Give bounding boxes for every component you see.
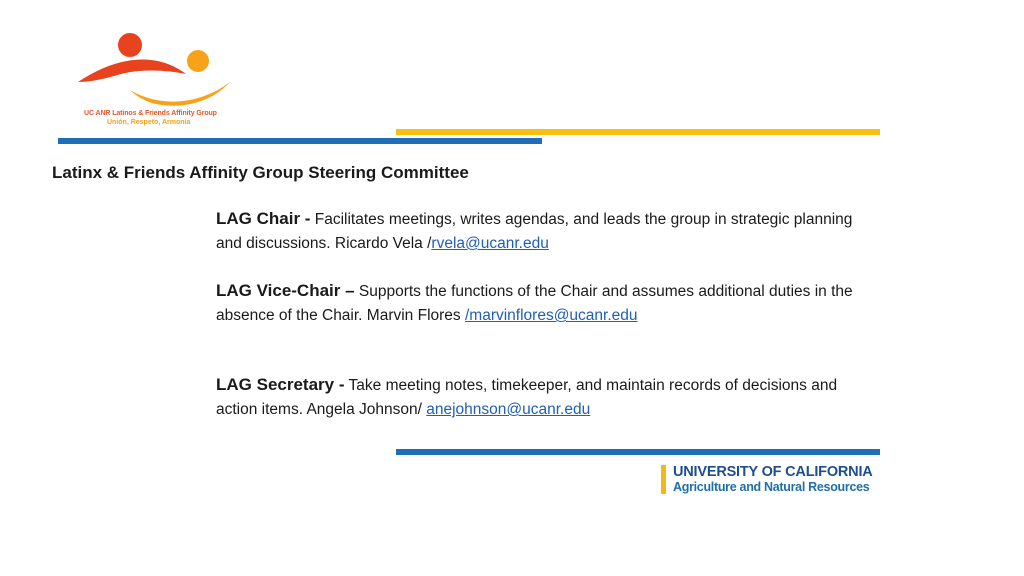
role-title: LAG Vice-Chair – <box>216 281 355 300</box>
people-embrace-icon <box>74 30 234 110</box>
role-title: LAG Chair - <box>216 209 311 228</box>
role-chair <box>216 207 856 256</box>
email-link[interactable]: /marvinflores@ucanr.edu <box>464 307 638 324</box>
role-title: LAG Secretary - <box>216 375 345 394</box>
affinity-group-logo <box>74 30 234 130</box>
role-description: Facilitates meetings, writes agendas, and leads the group in strategic planning and discussions. Ricardo Vela / <box>216 211 853 252</box>
uc-logo-line1: UNIVERSITY OF CALIFORNIA <box>673 464 873 480</box>
role-description: Supports the functions of the Chair and assumes additional duties in the absence of the Chair. Marvin Flores <box>216 283 853 324</box>
email-link[interactable]: rvela@ucanr.edu <box>431 235 549 252</box>
role-description: Take meeting notes, timekeeper, and maintain records of decisions and action items. Angela Johnson/ <box>216 377 838 418</box>
role-secretary <box>216 373 856 422</box>
page-title: Latinx & Friends Affinity Group Steering Committee <box>52 163 469 182</box>
logo-tagline: Unión, Respeto, Armonía <box>107 119 191 126</box>
email-link[interactable]: anejohnson@ucanr.edu <box>426 401 591 418</box>
top-yellow-divider <box>396 129 880 135</box>
bottom-blue-divider <box>396 449 880 455</box>
role-vice-chair <box>216 279 856 328</box>
top-blue-divider <box>58 138 542 144</box>
logo-accent-bar <box>661 465 666 494</box>
logo-org-name: UC ANR Latinos & Friends Affinity Group <box>84 110 217 117</box>
uc-logo-line2: Agriculture and Natural Resources <box>673 480 870 494</box>
